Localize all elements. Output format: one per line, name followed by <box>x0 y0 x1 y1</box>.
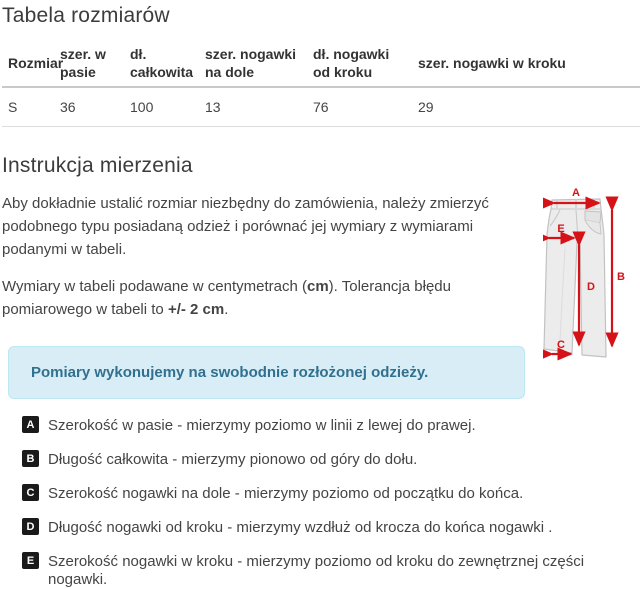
list-marker-c: C <box>22 484 39 501</box>
list-marker-e: E <box>22 552 39 569</box>
pants-measurement-diagram <box>543 179 639 365</box>
col-header-leg-bottom-width: szer. nogawki na dole <box>199 40 307 87</box>
list-item-text: Szerokość nogawki w kroku - mierzymy poziomo od kroku do zewnętrznej części nogawki. <box>48 553 585 588</box>
cell-leg-length-from-crotch: 76 <box>307 87 412 127</box>
diagram-label-d: D <box>587 281 595 293</box>
table-row <box>2 87 640 127</box>
pants-outline-drawing <box>544 199 606 357</box>
col-header-waist-width: szer. w pasie <box>54 40 124 87</box>
cell-waist-width: 36 <box>54 87 124 127</box>
cell-leg-bottom-width: 13 <box>199 87 307 127</box>
diagram-label-c: C <box>557 339 565 351</box>
list-item-text: Długość nogawki od kroku - mierzymy wzdłuż od krocza do końca nogawki . <box>48 519 553 536</box>
col-header-leg-width-at-crotch: szer. nogawki w kroku <box>412 40 640 87</box>
size-table-title: Tabela rozmiarów <box>2 4 170 27</box>
list-item <box>22 518 640 537</box>
instructions-copy <box>2 192 529 321</box>
list-item <box>22 484 640 503</box>
list-item-text: Długość całkowita - mierzymy pionowo od góry do dołu. <box>48 451 418 468</box>
pants-diagram-image <box>543 179 639 365</box>
cell-total-length: 100 <box>124 87 199 127</box>
instructions-paragraph-2 <box>2 275 529 321</box>
diagram-label-a: A <box>572 187 580 199</box>
instructions-title: Instrukcja mierzenia <box>2 154 193 177</box>
para2-text: . <box>224 301 229 318</box>
para2-bold-tolerance: +/- 2 cm <box>167 301 225 318</box>
size-table-header-row <box>2 40 640 87</box>
col-header-total-length: dł. całkowita <box>124 40 199 87</box>
para2-text: ). Tolerancja błędu pomiarowego w tabeli to <box>2 278 451 318</box>
col-header-size: Rozmiar <box>2 40 54 87</box>
para2-text: Wymiary w tabeli podawane w centymetrach ( <box>2 278 307 295</box>
diagram-label-b: B <box>617 271 625 283</box>
cell-leg-width-at-crotch: 29 <box>412 87 640 127</box>
list-marker-b: B <box>22 450 39 467</box>
instructions-paragraph-1: Aby dokładnie ustalić rozmiar niezbędny do zamówienia, należy zmierzyć podobnego typu posiadaną odzież i porównać jej wymiary z wymiarami podanymi w tabeli. <box>2 195 489 258</box>
list-marker-d: D <box>22 518 39 535</box>
col-header-leg-length-from-crotch: dł. nogawki od kroku <box>307 40 412 87</box>
list-item <box>22 450 640 469</box>
cell-size: S <box>2 87 54 127</box>
list-item <box>22 552 640 589</box>
list-item <box>22 416 640 435</box>
list-item-text: Szerokość w pasie - mierzymy poziomo w linii z lewej do prawej. <box>48 417 476 434</box>
para2-bold-cm: cm <box>306 278 329 295</box>
measurement-list <box>2 416 640 589</box>
list-item-text: Szerokość nogawki na dole - mierzymy poziomo od początku do końca. <box>48 485 524 502</box>
measurement-note-box <box>8 346 525 399</box>
measurement-note-text: Pomiary wykonujemy na swobodnie rozłożonej odzieży. <box>31 364 429 381</box>
diagram-label-e: E <box>557 223 565 235</box>
size-table <box>2 40 640 127</box>
list-marker-a: A <box>22 416 39 433</box>
